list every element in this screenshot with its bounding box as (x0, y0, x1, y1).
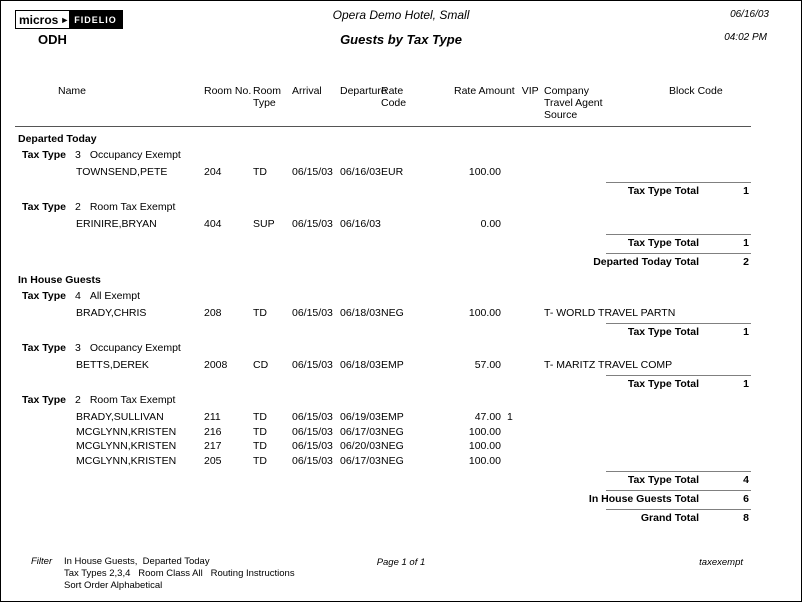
tax-type-heading (15, 201, 751, 213)
cell-name: ERINIRE,BRYAN (76, 218, 157, 230)
tax-type-number: 4 (74, 290, 81, 302)
column-header-room-no (204, 85, 253, 121)
property-code: ODH (38, 32, 67, 47)
tax-type-label: Tax Type (22, 342, 66, 354)
total-rule (606, 490, 751, 491)
tax-type-total-line (15, 326, 751, 338)
cell-block-code (669, 359, 751, 371)
cell-name: TOWNSEND,PETE (76, 166, 168, 178)
tax-type-total-line (15, 185, 751, 197)
tax-type-total (15, 234, 751, 249)
report-body (15, 133, 751, 524)
cell-rate-amount: 0.00 (480, 218, 501, 230)
cell-vip (501, 307, 544, 319)
tax-type-heading (15, 342, 751, 354)
tax-type-name: Occupancy Exempt (89, 149, 181, 161)
cell-company (544, 218, 669, 230)
tax-type-total (15, 323, 751, 338)
column-header-line: Company (544, 85, 589, 97)
tax-type-label: Tax Type (22, 394, 66, 406)
section-title: In House Guests (18, 274, 101, 286)
cell-room-type: TD (253, 166, 267, 178)
grand-total (15, 509, 751, 524)
section-total-value: 6 (743, 492, 749, 505)
tax-type-total-label: Tax Type Total (627, 378, 699, 390)
report-table (15, 85, 751, 524)
cell-vip (501, 426, 544, 438)
cell-rate-code (381, 218, 454, 230)
cell-rate-amount: 100.00 (468, 425, 501, 438)
tax-type-heading (15, 290, 751, 302)
column-header-line: Room No. (204, 85, 252, 97)
column-header-vip: VIP (521, 85, 539, 97)
report-file-name: taxexempt (699, 557, 743, 568)
cell-rate-code: EMP (381, 411, 404, 423)
tax-type-label: Tax Type (22, 201, 66, 213)
cell-company: T- MARITZ TRAVEL COMP (544, 359, 673, 371)
hotel-name: Opera Demo Hotel, Small (332, 8, 470, 22)
cell-rate-amount: 100.00 (468, 307, 501, 319)
cell-vip (501, 359, 544, 371)
cell-company (544, 426, 669, 438)
total-rule (606, 253, 751, 254)
cell-block-code (669, 411, 751, 423)
cell-vip (501, 166, 544, 178)
column-header-line: Source (544, 109, 578, 121)
cell-name: MCGLYNN,KRISTEN (76, 425, 177, 438)
grand-total-label: Grand Total (640, 511, 699, 524)
cell-block-code (669, 307, 751, 319)
cell-rate-amount: 57.00 (474, 359, 501, 371)
tax-type-total-label: Tax Type Total (627, 473, 699, 486)
tax-type-total-value: 4 (743, 473, 749, 486)
tax-type-total-line (15, 378, 751, 390)
cell-rate-code: EUR (381, 166, 404, 178)
tax-type-name: All Exempt (89, 290, 140, 302)
tax-type-heading (15, 394, 751, 406)
tax-type-total-value: 1 (743, 185, 749, 197)
cell-rate-code: NEG (381, 307, 404, 319)
tax-type-total-label: Tax Type Total (627, 185, 699, 197)
cell-room-no: 404 (204, 218, 222, 230)
total-rule (606, 375, 751, 376)
cell-name: MCGLYNN,KRISTEN (76, 440, 177, 452)
column-header-line: Code (381, 97, 407, 109)
tax-type-number: 2 (74, 394, 81, 406)
tax-type-name: Occupancy Exempt (89, 342, 181, 354)
cell-room-type: TD (253, 411, 267, 423)
cell-departure: 06/20/03 (340, 440, 381, 452)
cell-block-code (669, 218, 751, 230)
cell-vip: 1 (507, 411, 513, 423)
tax-type-total-line (15, 237, 751, 249)
cell-room-no: 2008 (204, 359, 228, 371)
cell-vip (501, 218, 544, 230)
tax-type-label: Tax Type (22, 149, 66, 161)
total-rule (606, 182, 751, 183)
report-footer (31, 555, 771, 593)
section-title: Departed Today (18, 133, 97, 145)
cell-name: MCGLYNN,KRISTEN (76, 454, 177, 467)
column-header-line: Block Code (669, 85, 723, 97)
micros-fidelio-logo (15, 10, 123, 29)
cell-room-type: TD (253, 307, 267, 319)
section-total (15, 253, 751, 268)
cell-arrival: 06/15/03 (292, 218, 333, 230)
grand-total-value: 8 (743, 511, 749, 524)
tax-type-number: 3 (74, 342, 81, 354)
cell-room-no: 216 (204, 425, 222, 438)
tax-type-total-value: 1 (743, 378, 749, 390)
cell-company (544, 455, 669, 467)
logo-fidelio-text: FIDELIO (69, 11, 122, 28)
cell-room-type: SUP (253, 218, 275, 230)
cell-name: BETTS,DEREK (76, 359, 149, 371)
logo-arrow-icon: ► (60, 14, 70, 25)
cell-departure: 06/19/03 (340, 411, 381, 423)
column-header-block-code (669, 85, 751, 121)
cell-rate-code: EMP (381, 359, 404, 371)
cell-departure: 06/18/03 (340, 307, 381, 319)
cell-departure: 06/17/03 (340, 425, 381, 438)
tax-type-label: Tax Type (22, 290, 66, 302)
tax-type-total-value: 1 (743, 326, 749, 338)
cell-rate-amount: 100.00 (468, 166, 501, 178)
cell-rate-amount: 100.00 (468, 440, 501, 452)
filter-line: Tax Types 2,3,4 Room Class All Routing Instructions (64, 568, 295, 579)
section-total (15, 490, 751, 505)
report-date: 06/16/03 (730, 9, 769, 20)
cell-arrival: 06/15/03 (292, 166, 333, 178)
tax-type-total (15, 471, 751, 486)
column-header-line: Arrival (292, 85, 322, 97)
cell-rate-amount: 100.00 (468, 454, 501, 467)
cell-arrival: 06/15/03 (292, 454, 333, 467)
grand-total-line (15, 512, 751, 524)
tax-type-total (15, 375, 751, 390)
logo-micros-text: micros (19, 12, 59, 27)
cell-arrival: 06/15/03 (292, 411, 333, 423)
tax-type-number: 3 (74, 149, 81, 161)
filter-label: Filter (31, 556, 53, 567)
tax-type-heading (15, 149, 751, 161)
cell-block-code (669, 440, 751, 452)
column-header-line: Room (253, 85, 282, 97)
cell-block-code (669, 455, 751, 467)
cell-company: T- WORLD TRAVEL PARTN (544, 307, 676, 319)
cell-departure: 06/17/03 (340, 454, 381, 467)
table-header-row (15, 85, 751, 127)
tax-type-name: Room Tax Exempt (89, 201, 176, 213)
cell-departure: 06/18/03 (340, 359, 381, 371)
tax-type-total-label: Tax Type Total (627, 326, 699, 338)
guest-row (15, 307, 751, 319)
cell-rate-amount: 47.00 (474, 411, 501, 423)
filter-line: In House Guests, Departed Today (64, 556, 210, 567)
tax-type-number: 2 (74, 201, 81, 213)
report-time: 04:02 PM (724, 32, 767, 43)
column-header-line: Travel Agent (544, 97, 603, 109)
guest-row (15, 411, 751, 423)
total-rule (606, 509, 751, 510)
cell-rate-code: NEG (381, 425, 404, 438)
cell-departure: 06/16/03 (340, 218, 381, 230)
cell-rate-code: NEG (381, 454, 404, 467)
tax-type-total-line (15, 474, 751, 486)
page-number: Page 1 of 1 (376, 557, 426, 568)
cell-room-type: CD (253, 359, 269, 371)
column-header-rate-amount-vip (454, 85, 544, 121)
cell-block-code (669, 426, 751, 438)
total-rule (606, 471, 751, 472)
column-header-arrival (292, 85, 340, 121)
guest-row (15, 426, 751, 438)
section-total-line (15, 493, 751, 505)
cell-company (544, 411, 669, 423)
cell-company (544, 166, 669, 178)
column-header-name (15, 85, 204, 121)
column-header-rate-amount: Rate Amount (454, 85, 515, 97)
report-title: Guests by Tax Type (340, 32, 462, 47)
column-header-line: Rate (381, 85, 404, 97)
column-header-line: Type (253, 97, 276, 109)
cell-room-type: TD (253, 440, 267, 452)
section-total-value: 2 (743, 256, 749, 268)
tax-type-name: Room Tax Exempt (89, 394, 176, 406)
section-total-label: In House Guests Total (588, 492, 699, 505)
cell-block-code (669, 166, 751, 178)
cell-arrival: 06/15/03 (292, 440, 333, 452)
cell-name: BRADY,SULLIVAN (76, 411, 164, 423)
column-header-line: Departure (340, 85, 387, 97)
cell-room-no: 204 (204, 166, 222, 178)
column-header-line: Name (58, 85, 87, 97)
column-header-room-type (253, 85, 292, 121)
cell-name: BRADY,CHRIS (76, 307, 147, 319)
section-total-line (15, 256, 751, 268)
cell-room-type: TD (253, 454, 267, 467)
tax-type-total-value: 1 (743, 237, 749, 249)
total-rule (606, 323, 751, 324)
cell-room-no: 205 (204, 454, 222, 467)
guest-row (15, 166, 751, 178)
guest-row (15, 218, 751, 230)
cell-company (544, 440, 669, 452)
tax-type-total (15, 182, 751, 197)
total-rule (606, 234, 751, 235)
cell-rate-code: NEG (381, 440, 404, 452)
column-header-departure (340, 85, 387, 121)
cell-room-no: 217 (204, 440, 222, 452)
guest-row (15, 455, 751, 467)
column-header-rate-code (381, 85, 454, 121)
cell-room-no: 211 (204, 411, 221, 423)
tax-type-total-label: Tax Type Total (627, 237, 699, 249)
cell-departure: 06/16/03 (340, 166, 381, 178)
cell-room-no: 208 (204, 307, 222, 319)
cell-room-type: TD (253, 425, 267, 438)
cell-vip (501, 455, 544, 467)
cell-arrival: 06/15/03 (292, 359, 333, 371)
guest-row (15, 440, 751, 452)
guest-row (15, 359, 751, 371)
cell-arrival: 06/15/03 (292, 425, 333, 438)
cell-vip (501, 440, 544, 452)
section-total-label: Departed Today Total (593, 256, 699, 268)
filter-line: Sort Order Alphabetical (64, 580, 163, 591)
cell-arrival: 06/15/03 (292, 307, 333, 319)
column-header-company (544, 85, 669, 121)
